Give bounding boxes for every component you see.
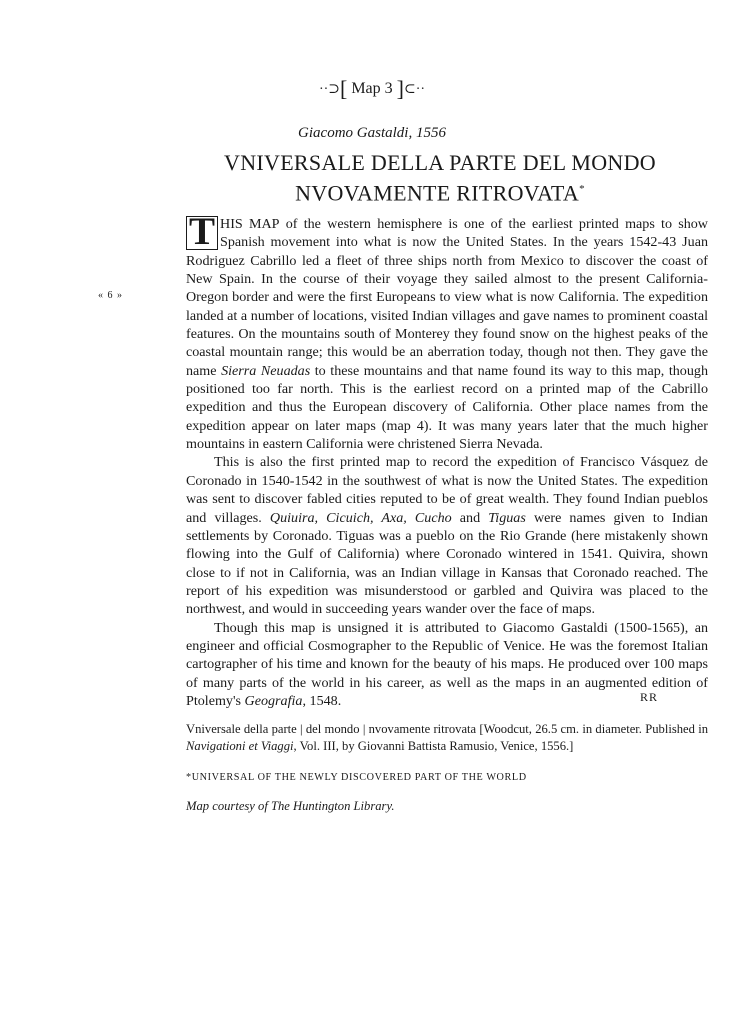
opening-words: HIS MAP bbox=[220, 216, 280, 232]
body-text bbox=[186, 210, 708, 710]
paragraph-2 bbox=[186, 453, 708, 618]
author-initials: RR bbox=[640, 690, 659, 704]
caption-text-a: Vniversale della parte | del mondo | nvovamente ritrovata [Woodcut, 26.5 cm. in diameter. Published in bbox=[186, 722, 708, 736]
paragraph-3-text-a: Though this map is unsigned it is attributed to Giacomo Gastaldi (1500-1565), an engineer and official Cosmographer to the Republic of Venice. He was the foremost Italian cartographer of his time and known for the beauty of his maps. He produced over 100 maps of many parts of the world in his career, as well as the maps in an augmented edition of Ptolemy's bbox=[186, 619, 708, 709]
drop-cap: T bbox=[186, 216, 218, 250]
settlement-names-italic: Quiuira, Cicuich, Axa, Cucho bbox=[269, 509, 452, 526]
paragraph-3 bbox=[186, 619, 708, 711]
paragraph-2-and: and bbox=[451, 509, 489, 526]
map-heading bbox=[0, 76, 744, 102]
left-bracket: [ bbox=[340, 76, 348, 101]
footnote: *UNIVERSAL OF THE NEWLY DISCOVERED PART OF THE WORLD bbox=[186, 772, 527, 783]
tiguas-italic: Tiguas bbox=[488, 509, 526, 526]
paragraph-1-text-a: of the western hemisphere is one of the earliest printed maps to show Spanish movement into what is now the United States. In the years 1542-43 Juan Rodriguez Cabrillo led a fleet of three ships north from Mexico to discover the coast of New Spain. In the course of their voyage they sailed almost to the present California-Oregon border and were the first Europeans to view what is now California. The expedition landed at a number of locations, visited Indian villages and gave names to prominent coastal features. On the mountains south of Monterey they found snow on the highest peaks of the coastal mountain range; this would be an aberration today, though not then. They gave the name bbox=[186, 216, 708, 379]
author-date: Giacomo Gastaldi, 1556 bbox=[298, 125, 446, 141]
title-line-1: VNIVERSALE DELLA PARTE DEL MONDO bbox=[224, 150, 656, 175]
paragraph-1-text-b: to these mountains and that name found its way to this map, though positioned too far north. This is the earliest record on a printed map of the Cabrillo expedition and thus the European discovery of California. Other place names from the expedition appear on later maps (map 4). It was many years later that the much higher mountains in eastern California were christened Sierra Nevada. bbox=[186, 362, 708, 453]
footnote-marker: * bbox=[579, 183, 585, 195]
right-ornament: ⊂·· bbox=[403, 82, 426, 97]
map-label: Map 3 bbox=[351, 80, 393, 97]
right-bracket: ] bbox=[396, 76, 404, 101]
paragraph-1 bbox=[186, 210, 708, 453]
courtesy-line: Map courtesy of The Huntington Library. bbox=[186, 799, 395, 813]
caption-text-b: , Vol. III, by Giovanni Battista Ramusio, Venice, 1556.] bbox=[293, 739, 574, 753]
paragraph-2-text-a: This is also the first printed map to record the expedition of Francisco Vásquez de Coronado in 1540-1542 in the southwest of what is now the United States. The expedition was sent to discover fabled cities reputed to be of great wealth. They found Indian pueblos and villages. bbox=[186, 454, 708, 526]
left-ornament: ··⊃ bbox=[318, 82, 340, 97]
page-number: « 6 » bbox=[98, 290, 123, 301]
caption-italic: Navigationi et Viaggi bbox=[186, 739, 294, 753]
sierra-neuadas-italic: Sierra Neuadas bbox=[221, 362, 311, 379]
map-title bbox=[150, 150, 730, 206]
geografia-italic: Geografia bbox=[244, 692, 303, 709]
paragraph-3-text-b: , 1548. bbox=[302, 692, 342, 709]
map-caption bbox=[186, 721, 708, 755]
paragraph-2-text-b: were names given to Indian settlements by Coronado. Tiguas was a pueblo on the Rio Grande (here mistakenly shown flowing into the Gulf of California) where Coronado wintered in 1541. Quivira, shown close to if not in California, was an Indian village in Kansas that Coronado reached. The report of his expedition was misunderstood or garbled and Quivira was placed to the northwest, and would in succeeding years wander over the face of maps. bbox=[186, 509, 708, 618]
title-line-2: NVOVAMENTE RITROVATA bbox=[295, 180, 580, 206]
